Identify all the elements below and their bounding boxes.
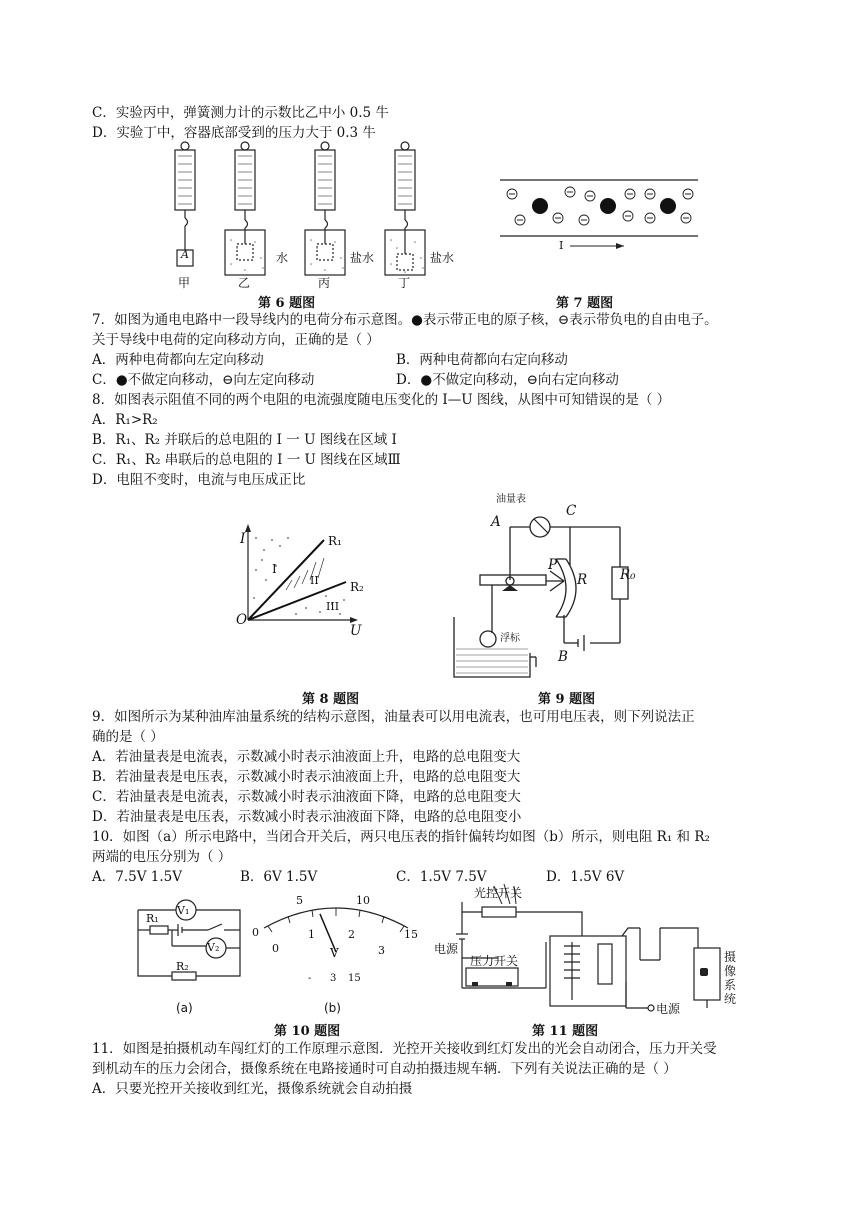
q10b-unit: V xyxy=(330,946,339,960)
q8-option-d: D．电阻不变时，电流与电压成正比 xyxy=(92,472,306,488)
q7-option-d: D．●不做定向移动，⊖向右定向移动 xyxy=(396,372,619,388)
q11-light-switch-label: 光控开关 xyxy=(474,886,523,900)
q10a-label-r2: R₂ xyxy=(176,960,189,973)
q10b-bottom-1: 1 xyxy=(308,928,315,941)
q10a-label-v1: V₁ xyxy=(177,904,190,917)
q8-label-r2: R₂ xyxy=(350,580,364,594)
q11-power-label: 电源 xyxy=(434,942,459,956)
q11-stem-line-1: 11．如图是拍摄机动车闯红灯的工作原理示意图．光控开关接收到红灯发出的光会自动闭合，压力开关受 xyxy=(92,1041,717,1057)
q7-option-b: B．两种电荷都向右定向移动 xyxy=(396,352,568,368)
q6-liquid-salt-1: 盐水 xyxy=(350,251,375,265)
q9-oil-gauge-figure xyxy=(452,505,642,680)
q11-pressure-switch-label: 压力开关 xyxy=(470,954,519,968)
q7-stem-line-2: 关于导线中电荷的定向移动方向，正确的是（ ） xyxy=(92,332,380,348)
q6-label-yi: 乙 xyxy=(238,276,251,290)
q10b-terminal-neg: - xyxy=(308,973,312,984)
q6-label-ding: 丁 xyxy=(398,276,411,290)
q8-option-b: B．R₁、R₂ 并联后的总电阻的 I 一 U 图线在区域 I xyxy=(92,432,397,448)
q9-label-r0: R₀ xyxy=(620,567,636,583)
q10-option-b: B．6V 1.5V xyxy=(240,869,318,885)
q10-option-c: C．1.5V 7.5V xyxy=(396,869,487,885)
q6-block-a: A xyxy=(181,248,189,261)
q9-meter-label: 油量表 xyxy=(496,494,526,505)
q10b-voltmeter xyxy=(254,888,424,998)
q7-option-a: A．两种电荷都向左定向移动 xyxy=(92,352,264,368)
q11-option-a: A．只要光控开关接收到红光，摄像系统就会自动拍摄 xyxy=(92,1081,413,1097)
q8-option-c: C．R₁、R₂ 串联后的总电阻的 I 一 U 图线在区域Ⅲ xyxy=(92,452,401,468)
q9-label-c: C xyxy=(566,503,577,519)
q8-region-ii: II xyxy=(310,574,319,587)
q6-figure xyxy=(165,140,465,290)
q8-caption: 第 8 题图 xyxy=(302,692,360,707)
q9-label-r: R xyxy=(577,572,588,588)
q10b-bottom-2: 2 xyxy=(348,928,355,941)
q7-figure xyxy=(500,178,700,258)
q9-caption: 第 9 题图 xyxy=(538,692,596,707)
q8-iu-graph xyxy=(236,520,366,635)
q10b-top-15: 15 xyxy=(404,928,418,941)
q11-camera-label: 摄像系统 xyxy=(724,950,737,1006)
q9-float-label: 浮标 xyxy=(500,633,520,644)
q8-label-r1: R₁ xyxy=(328,534,342,548)
q10-option-d: D．1.5V 6V xyxy=(546,869,625,885)
q9-option-c: C．若油量表是电流表，示数减小时表示油液面下降，电路的总电阻变大 xyxy=(92,789,521,805)
q6-liquid-water: 水 xyxy=(276,251,289,265)
q8-region-iii: III xyxy=(326,600,340,613)
q8-axis-i: I xyxy=(240,531,246,547)
q10b-top-5: 5 xyxy=(296,894,303,907)
q7-option-c: C．●不做定向移动，⊖向左定向移动 xyxy=(92,372,315,388)
q10-option-a: A．7.5V 1.5V xyxy=(92,869,182,885)
q10a-circuit xyxy=(136,892,246,982)
q10-stem-line-1: 10．如图（a）所示电路中，当闭合开关后，两只电压表的指针偏转均如图（b）所示，则电阻 R₁ 和 R₂ xyxy=(92,829,710,845)
q9-label-a: A xyxy=(491,514,501,530)
q9-option-d: D．若油量表是电压表，示数减小时表示油液面下降，电路的总电阻变小 xyxy=(92,809,522,825)
q7-stem-line-1: 7．如图为通电电路中一段导线内的电荷分布示意图。●表示带正电的原子核，⊖表示带负电的自由电子。 xyxy=(92,312,718,328)
q9-label-p: P xyxy=(548,557,558,573)
q6-option-c: C．实验丙中，弹簧测力计的示数比乙中小 0.5 牛 xyxy=(92,105,389,121)
q9-stem-line-2: 确的是（ ） xyxy=(92,729,164,745)
q10b-bottom-3: 3 xyxy=(378,944,385,957)
q10-stem-line-2: 两端的电压分别为（ ） xyxy=(92,849,232,865)
q10b-bottom-0: 0 xyxy=(272,942,279,955)
q8-axis-u: U xyxy=(350,623,362,639)
q8-stem: 8．如图表示阻值不同的两个电阻的电流强度随电压变化的 I—U 图线，从图中可知错误的是（ ） xyxy=(92,392,671,408)
q6-liquid-salt-2: 盐水 xyxy=(430,251,455,265)
q11-stem-line-2: 到机动车的压力会闭合，摄像系统在电路接通时可自动拍摄违规车辆．下列有关说法正确的是（ ） xyxy=(92,1061,677,1077)
q9-option-b: B．若油量表是电压表，示数减小时表示油液面上升，电路的总电阻变大 xyxy=(92,769,521,785)
q9-option-a: A．若油量表是电流表，示数减小时表示油液面上升，电路的总电阻变大 xyxy=(92,749,521,765)
q7-current-label: I xyxy=(559,239,564,252)
q6-caption: 第 6 题图 xyxy=(258,296,316,311)
q6-label-jia: 甲 xyxy=(178,276,191,290)
q10a-label-r1: R₁ xyxy=(146,912,159,925)
q11-power-label-2: 电源 xyxy=(656,1002,681,1016)
q11-red-light-camera-figure xyxy=(432,882,732,1016)
q10a-fig-label: (a) xyxy=(176,1001,193,1015)
q8-origin: O xyxy=(236,612,248,628)
q10b-terminal-15: 15 xyxy=(348,973,361,984)
q6-label-bing: 丙 xyxy=(318,276,331,290)
q10b-fig-label: (b) xyxy=(324,1001,341,1015)
q8-region-i: I xyxy=(272,562,277,576)
q10b-terminal-3: 3 xyxy=(330,973,337,984)
q10b-top-0: 0 xyxy=(252,926,259,939)
q10a-label-v2: V₂ xyxy=(207,941,220,954)
q10-caption: 第 10 题图 xyxy=(274,1024,341,1039)
q7-caption: 第 7 题图 xyxy=(556,296,614,311)
q10b-top-10: 10 xyxy=(356,894,370,907)
q8-option-a: A．R₁>R₂ xyxy=(92,412,158,428)
q9-label-b: B xyxy=(558,649,568,665)
q9-stem-line-1: 9．如图所示为某种油库油量系统的结构示意图，油量表可以用电流表，也可用电压表，则下列说法正 xyxy=(92,709,695,725)
q11-caption: 第 11 题图 xyxy=(532,1024,599,1039)
q6-option-d: D．实验丁中，容器底部受到的压力大于 0.3 牛 xyxy=(92,125,376,141)
